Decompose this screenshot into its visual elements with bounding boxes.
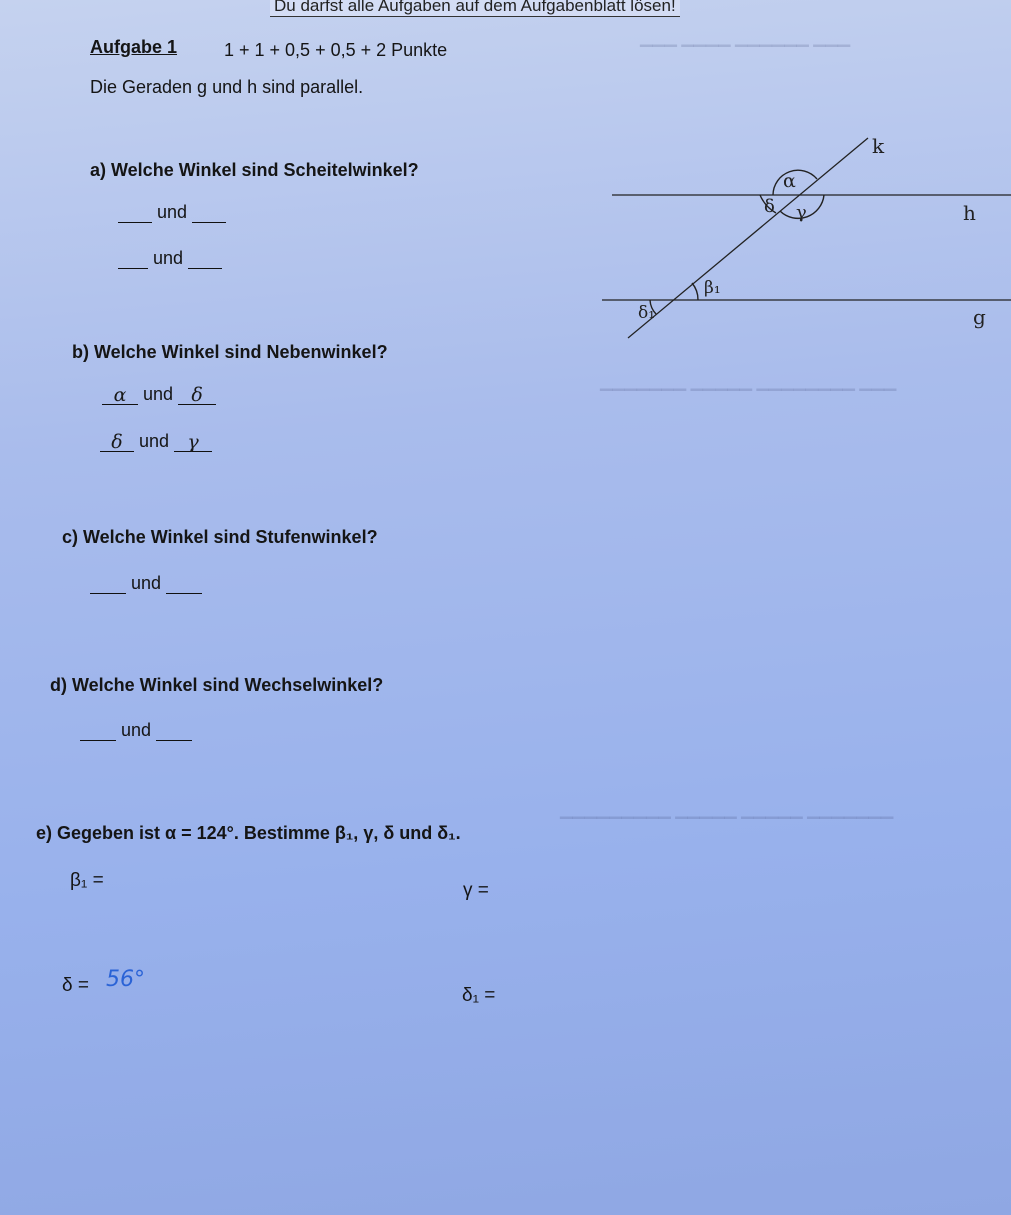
delta-label: δ = — [62, 975, 89, 996]
label-g: g — [973, 305, 986, 329]
points-breakdown: 1 + 1 + 0,5 + 0,5 + 2 Punkte — [224, 40, 448, 60]
und-label: und — [131, 573, 162, 593]
question-a: a) Welche Winkel sind Scheitelwinkel? — [90, 160, 419, 180]
label-delta: δ — [764, 196, 775, 217]
delta-answer[interactable]: 56° — [106, 967, 145, 992]
show-through-text: ▁▁▁▁▁▁▁ ▁▁▁▁▁ ▁▁▁▁▁▁▁▁ ▁▁▁ — [600, 374, 897, 391]
answer-blank[interactable]: δ — [100, 433, 134, 452]
task-title: Aufgabe 1 — [90, 37, 178, 57]
und-label: und — [153, 248, 184, 268]
answer-blank[interactable]: γ — [174, 433, 212, 452]
label-h: h — [963, 201, 976, 225]
label-alpha: α — [783, 170, 796, 192]
task-intro: Die Geraden g und h sind parallel. — [90, 77, 364, 97]
beta1-label: β₁ = — [70, 870, 104, 891]
question-c: c) Welche Winkel sind Stufenwinkel? — [62, 527, 378, 547]
und-label: und — [139, 431, 170, 451]
delta1-label: δ₁ = — [462, 985, 496, 1006]
label-k: k — [872, 134, 885, 158]
show-through-text: ▁▁▁ ▁▁▁▁ ▁▁▁▁▁▁ ▁▁▁ — [640, 30, 851, 47]
und-label: und — [143, 384, 174, 404]
answer-blank[interactable]: δ — [178, 386, 216, 405]
question-e: e) Gegeben ist α = 124°. Bestimme β₁, γ, δ und δ₁. — [36, 823, 461, 843]
label-gamma: γ — [796, 202, 807, 223]
instruction-note: Du darfst alle Aufgaben auf dem Aufgabenblatt lösen! — [270, 0, 680, 17]
gamma-label: γ = — [463, 880, 489, 901]
label-delta1: δ₁ — [638, 303, 656, 323]
arc-beta1 — [692, 283, 698, 300]
answer-blank[interactable]: α — [102, 386, 138, 405]
question-d: d) Welche Winkel sind Wechselwinkel? — [50, 675, 384, 695]
und-label: und — [121, 720, 152, 740]
question-b: b) Welche Winkel sind Nebenwinkel? — [72, 342, 388, 362]
show-through-text: ▁▁▁▁▁▁▁▁▁ ▁▁▁▁▁ ▁▁▁▁▁ ▁▁▁▁▁▁▁ — [560, 802, 894, 819]
label-beta1: β₁ — [704, 278, 721, 298]
line-k — [628, 138, 868, 338]
und-label: und — [157, 202, 188, 222]
